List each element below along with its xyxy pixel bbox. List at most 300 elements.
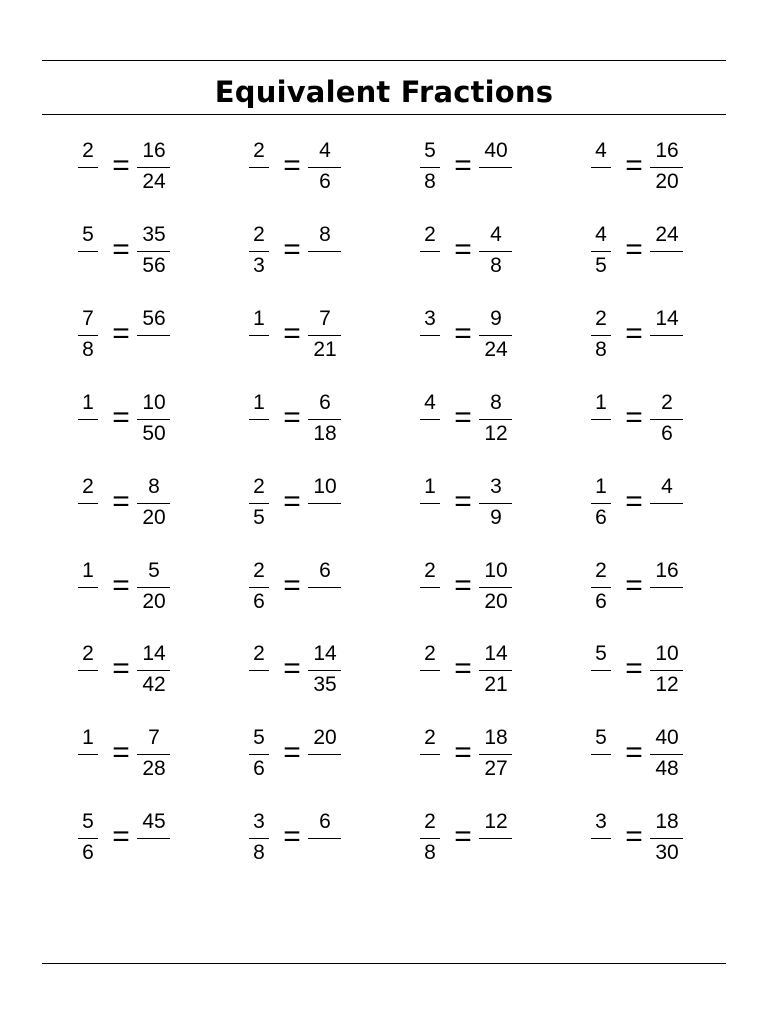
equation-r8-c1	[78, 725, 188, 785]
left-fraction	[78, 558, 112, 618]
left-denominator: 6	[595, 506, 607, 529]
right-fraction	[650, 306, 684, 366]
left-denominator: 6	[82, 841, 94, 864]
left-numerator: 1	[253, 307, 265, 330]
equation-r3-c4	[591, 306, 701, 366]
right-fraction	[479, 558, 513, 618]
left-fraction	[420, 138, 454, 198]
right-numerator: 8	[490, 391, 502, 414]
right-numerator: 4	[490, 223, 502, 246]
right-fraction	[479, 725, 513, 785]
right-fraction-bar	[650, 754, 683, 755]
equation-r9-c4	[591, 809, 701, 869]
equation-r7-c3	[420, 641, 530, 701]
left-numerator: 1	[424, 475, 436, 498]
equals-sign: =	[454, 401, 472, 434]
left-fraction-bar	[420, 754, 440, 755]
left-numerator: 2	[253, 475, 265, 498]
right-numerator: 10	[655, 642, 679, 665]
equals-sign: =	[625, 652, 643, 685]
left-numerator: 2	[424, 642, 436, 665]
left-fraction-bar	[420, 335, 440, 336]
left-fraction	[249, 222, 283, 282]
left-denominator: 6	[595, 590, 607, 613]
left-numerator: 7	[82, 307, 94, 330]
left-numerator: 2	[424, 559, 436, 582]
right-fraction-bar	[308, 754, 341, 755]
right-numerator: 8	[148, 475, 160, 498]
right-fraction	[137, 306, 171, 366]
right-fraction	[650, 641, 684, 701]
left-fraction-bar	[591, 419, 611, 420]
right-fraction-bar	[650, 251, 683, 252]
left-fraction	[591, 641, 625, 701]
left-numerator: 3	[253, 810, 265, 833]
right-denominator: 20	[655, 170, 679, 193]
equals-sign: =	[112, 233, 130, 266]
left-fraction	[249, 558, 283, 618]
right-fraction-bar	[650, 838, 683, 839]
equals-sign: =	[112, 149, 130, 182]
left-fraction	[249, 390, 283, 450]
left-fraction-bar	[249, 251, 269, 252]
left-numerator: 5	[82, 223, 94, 246]
right-fraction	[308, 390, 342, 450]
right-denominator: 6	[661, 422, 673, 445]
equation-r2-c4	[591, 222, 701, 282]
right-numerator: 8	[319, 223, 331, 246]
left-fraction	[78, 390, 112, 450]
left-denominator: 6	[253, 590, 265, 613]
equals-sign: =	[454, 569, 472, 602]
equals-sign: =	[454, 485, 472, 518]
equals-sign: =	[283, 652, 301, 685]
equation-r8-c4	[591, 725, 701, 785]
right-denominator: 24	[142, 170, 166, 193]
right-denominator: 20	[142, 590, 166, 613]
right-numerator: 7	[319, 307, 331, 330]
left-fraction-bar	[420, 838, 440, 839]
left-fraction-bar	[78, 167, 98, 168]
equation-r7-c2	[249, 641, 359, 701]
right-denominator: 48	[655, 757, 679, 780]
left-fraction-bar	[420, 167, 440, 168]
equals-sign: =	[625, 149, 643, 182]
right-fraction	[650, 222, 684, 282]
equals-sign: =	[283, 149, 301, 182]
equation-r9-c2	[249, 809, 359, 869]
left-fraction-bar	[249, 503, 269, 504]
equation-r1-c1	[78, 138, 188, 198]
right-fraction	[479, 641, 513, 701]
worksheet-title: Equivalent Fractions	[214, 75, 554, 109]
equals-sign: =	[112, 736, 130, 769]
right-fraction	[308, 641, 342, 701]
right-numerator: 16	[142, 139, 166, 162]
left-fraction	[249, 306, 283, 366]
right-denominator: 24	[484, 338, 508, 361]
equation-r4-c4	[591, 390, 701, 450]
left-fraction	[591, 725, 625, 785]
equation-r4-c1	[78, 390, 188, 450]
right-fraction	[308, 306, 342, 366]
right-fraction-bar	[137, 335, 170, 336]
left-numerator: 2	[424, 810, 436, 833]
right-fraction-bar	[479, 419, 512, 420]
equals-sign: =	[112, 401, 130, 434]
right-fraction-bar	[650, 167, 683, 168]
left-denominator: 8	[253, 841, 265, 864]
right-fraction-bar	[308, 251, 341, 252]
left-numerator: 2	[595, 559, 607, 582]
equals-sign: =	[283, 569, 301, 602]
left-fraction-bar	[420, 670, 440, 671]
left-fraction	[420, 222, 454, 282]
right-fraction-bar	[479, 167, 512, 168]
right-fraction-bar	[650, 419, 683, 420]
right-fraction	[650, 558, 684, 618]
left-fraction	[78, 222, 112, 282]
left-numerator: 1	[82, 726, 94, 749]
right-fraction-bar	[137, 167, 170, 168]
equals-sign: =	[625, 736, 643, 769]
right-numerator: 10	[142, 391, 166, 414]
right-fraction-bar	[479, 838, 512, 839]
right-denominator: 20	[484, 590, 508, 613]
right-denominator: 35	[313, 673, 337, 696]
left-numerator: 4	[424, 391, 436, 414]
left-fraction	[78, 474, 112, 534]
equals-sign: =	[283, 485, 301, 518]
right-denominator: 12	[655, 673, 679, 696]
right-numerator: 10	[313, 475, 337, 498]
equals-sign: =	[454, 233, 472, 266]
left-numerator: 5	[253, 726, 265, 749]
left-denominator: 5	[253, 506, 265, 529]
left-fraction	[591, 558, 625, 618]
equation-r1-c4	[591, 138, 701, 198]
right-fraction	[137, 390, 171, 450]
right-fraction	[650, 725, 684, 785]
equation-r3-c2	[249, 306, 359, 366]
right-numerator: 4	[661, 475, 673, 498]
left-fraction	[591, 138, 625, 198]
left-fraction	[249, 641, 283, 701]
right-fraction	[137, 474, 171, 534]
equals-sign: =	[454, 652, 472, 685]
right-denominator: 21	[313, 338, 337, 361]
right-denominator: 9	[490, 506, 502, 529]
equation-r9-c1	[78, 809, 188, 869]
left-fraction	[591, 390, 625, 450]
equation-r6-c4	[591, 558, 701, 618]
equation-r6-c2	[249, 558, 359, 618]
right-denominator: 21	[484, 673, 508, 696]
right-fraction-bar	[308, 838, 341, 839]
right-fraction	[308, 725, 342, 785]
right-numerator: 6	[319, 810, 331, 833]
left-fraction	[420, 558, 454, 618]
equals-sign: =	[283, 401, 301, 434]
left-numerator: 2	[253, 139, 265, 162]
left-fraction-bar	[78, 503, 98, 504]
left-numerator: 5	[595, 642, 607, 665]
equals-sign: =	[454, 820, 472, 853]
left-fraction	[420, 641, 454, 701]
right-fraction	[308, 138, 342, 198]
right-denominator: 28	[142, 757, 166, 780]
right-fraction-bar	[650, 335, 683, 336]
left-numerator: 2	[253, 559, 265, 582]
right-denominator: 30	[655, 841, 679, 864]
right-numerator: 14	[313, 642, 337, 665]
equation-r7-c1	[78, 641, 188, 701]
right-fraction-bar	[650, 670, 683, 671]
left-fraction	[78, 809, 112, 869]
right-numerator: 18	[655, 810, 679, 833]
left-fraction-bar	[78, 335, 98, 336]
left-fraction-bar	[78, 838, 98, 839]
equation-r2-c2	[249, 222, 359, 282]
left-fraction-bar	[78, 419, 98, 420]
right-denominator: 50	[142, 422, 166, 445]
equation-r6-c1	[78, 558, 188, 618]
right-numerator: 14	[655, 307, 679, 330]
equals-sign: =	[625, 233, 643, 266]
right-numerator: 3	[490, 475, 502, 498]
right-fraction-bar	[308, 167, 341, 168]
left-fraction-bar	[591, 503, 611, 504]
left-fraction-bar	[249, 335, 269, 336]
equals-sign: =	[112, 569, 130, 602]
left-fraction	[591, 809, 625, 869]
equals-sign: =	[283, 233, 301, 266]
right-fraction-bar	[479, 251, 512, 252]
equation-r7-c4	[591, 641, 701, 701]
right-fraction-bar	[650, 587, 683, 588]
right-fraction-bar	[137, 838, 170, 839]
right-numerator: 45	[142, 810, 166, 833]
right-numerator: 6	[319, 559, 331, 582]
left-fraction	[249, 474, 283, 534]
right-fraction	[137, 641, 171, 701]
right-fraction	[650, 390, 684, 450]
left-fraction-bar	[591, 167, 611, 168]
equals-sign: =	[454, 317, 472, 350]
left-fraction-bar	[591, 251, 611, 252]
left-fraction-bar	[78, 670, 98, 671]
equation-r8-c3	[420, 725, 530, 785]
right-fraction	[137, 558, 171, 618]
left-numerator: 3	[595, 810, 607, 833]
left-numerator: 4	[595, 223, 607, 246]
right-denominator: 56	[142, 254, 166, 277]
right-fraction-bar	[479, 335, 512, 336]
left-numerator: 1	[595, 475, 607, 498]
equals-sign: =	[454, 149, 472, 182]
left-numerator: 2	[82, 475, 94, 498]
left-fraction	[591, 222, 625, 282]
right-denominator: 20	[142, 506, 166, 529]
right-denominator: 42	[142, 673, 166, 696]
left-fraction-bar	[249, 754, 269, 755]
right-fraction	[308, 222, 342, 282]
right-fraction-bar	[479, 754, 512, 755]
left-fraction-bar	[591, 838, 611, 839]
left-fraction	[420, 725, 454, 785]
equation-r1-c2	[249, 138, 359, 198]
left-fraction	[78, 641, 112, 701]
left-denominator: 5	[595, 254, 607, 277]
left-fraction-bar	[420, 419, 440, 420]
left-fraction	[78, 725, 112, 785]
left-fraction-bar	[249, 670, 269, 671]
equals-sign: =	[283, 736, 301, 769]
left-fraction	[420, 306, 454, 366]
right-fraction-bar	[308, 503, 341, 504]
left-fraction	[249, 725, 283, 785]
left-fraction	[78, 138, 112, 198]
equals-sign: =	[625, 569, 643, 602]
equation-r9-c3	[420, 809, 530, 869]
title-underline	[42, 114, 726, 115]
left-fraction-bar	[78, 587, 98, 588]
equation-r5-c4	[591, 474, 701, 534]
left-numerator: 2	[424, 223, 436, 246]
right-fraction	[308, 809, 342, 869]
left-denominator: 8	[595, 338, 607, 361]
right-numerator: 9	[490, 307, 502, 330]
right-numerator: 16	[655, 139, 679, 162]
equals-sign: =	[625, 401, 643, 434]
right-numerator: 6	[319, 391, 331, 414]
right-fraction-bar	[308, 670, 341, 671]
left-fraction-bar	[591, 670, 611, 671]
right-fraction-bar	[308, 335, 341, 336]
left-fraction	[78, 306, 112, 366]
right-fraction	[308, 558, 342, 618]
left-fraction-bar	[591, 335, 611, 336]
right-denominator: 18	[313, 422, 337, 445]
right-fraction-bar	[137, 503, 170, 504]
left-fraction-bar	[591, 587, 611, 588]
right-denominator: 27	[484, 757, 508, 780]
left-denominator: 8	[82, 338, 94, 361]
left-fraction	[591, 306, 625, 366]
right-fraction	[479, 474, 513, 534]
left-denominator: 8	[424, 841, 436, 864]
left-numerator: 2	[253, 223, 265, 246]
left-fraction-bar	[78, 754, 98, 755]
equals-sign: =	[625, 317, 643, 350]
equation-r3-c3	[420, 306, 530, 366]
right-fraction-bar	[308, 587, 341, 588]
right-numerator: 16	[655, 559, 679, 582]
right-fraction-bar	[650, 503, 683, 504]
right-fraction	[137, 725, 171, 785]
top-rule	[42, 60, 726, 61]
equals-sign: =	[625, 485, 643, 518]
right-numerator: 10	[484, 559, 508, 582]
left-numerator: 5	[595, 726, 607, 749]
equals-sign: =	[112, 317, 130, 350]
right-numerator: 5	[148, 559, 160, 582]
right-numerator: 12	[484, 810, 508, 833]
left-fraction-bar	[249, 587, 269, 588]
right-fraction-bar	[137, 419, 170, 420]
equals-sign: =	[283, 820, 301, 853]
right-fraction-bar	[479, 503, 512, 504]
right-fraction	[650, 138, 684, 198]
equation-r5-c1	[78, 474, 188, 534]
right-fraction	[650, 474, 684, 534]
right-fraction	[479, 222, 513, 282]
equation-r2-c1	[78, 222, 188, 282]
left-fraction	[420, 474, 454, 534]
equation-r4-c3	[420, 390, 530, 450]
left-fraction-bar	[249, 419, 269, 420]
right-numerator: 56	[142, 307, 166, 330]
right-fraction-bar	[308, 419, 341, 420]
right-numerator: 40	[484, 139, 508, 162]
right-fraction-bar	[137, 754, 170, 755]
left-denominator: 6	[253, 757, 265, 780]
right-fraction	[479, 390, 513, 450]
left-fraction-bar	[420, 503, 440, 504]
left-fraction	[249, 809, 283, 869]
equals-sign: =	[112, 485, 130, 518]
equals-sign: =	[454, 736, 472, 769]
left-numerator: 5	[82, 810, 94, 833]
left-numerator: 1	[253, 391, 265, 414]
left-numerator: 1	[595, 391, 607, 414]
right-fraction	[650, 809, 684, 869]
right-fraction	[479, 809, 513, 869]
equals-sign: =	[283, 317, 301, 350]
equation-r1-c3	[420, 138, 530, 198]
right-numerator: 40	[655, 726, 679, 749]
equation-r5-c2	[249, 474, 359, 534]
right-denominator: 6	[319, 170, 331, 193]
left-denominator: 8	[424, 170, 436, 193]
left-fraction	[420, 809, 454, 869]
right-fraction-bar	[137, 251, 170, 252]
left-fraction-bar	[249, 838, 269, 839]
equals-sign: =	[625, 820, 643, 853]
right-numerator: 2	[661, 391, 673, 414]
left-denominator: 3	[253, 254, 265, 277]
right-numerator: 4	[319, 139, 331, 162]
left-fraction-bar	[420, 251, 440, 252]
left-numerator: 1	[82, 391, 94, 414]
left-fraction	[591, 474, 625, 534]
right-numerator: 7	[148, 726, 160, 749]
right-fraction	[137, 809, 171, 869]
left-fraction	[420, 390, 454, 450]
right-fraction	[137, 138, 171, 198]
left-numerator: 4	[595, 139, 607, 162]
left-fraction-bar	[249, 167, 269, 168]
equation-r8-c2	[249, 725, 359, 785]
right-numerator: 24	[655, 223, 679, 246]
right-fraction-bar	[479, 670, 512, 671]
right-fraction-bar	[137, 587, 170, 588]
left-numerator: 2	[82, 642, 94, 665]
left-numerator: 2	[253, 642, 265, 665]
equation-r6-c3	[420, 558, 530, 618]
right-numerator: 20	[313, 726, 337, 749]
equation-r5-c3	[420, 474, 530, 534]
